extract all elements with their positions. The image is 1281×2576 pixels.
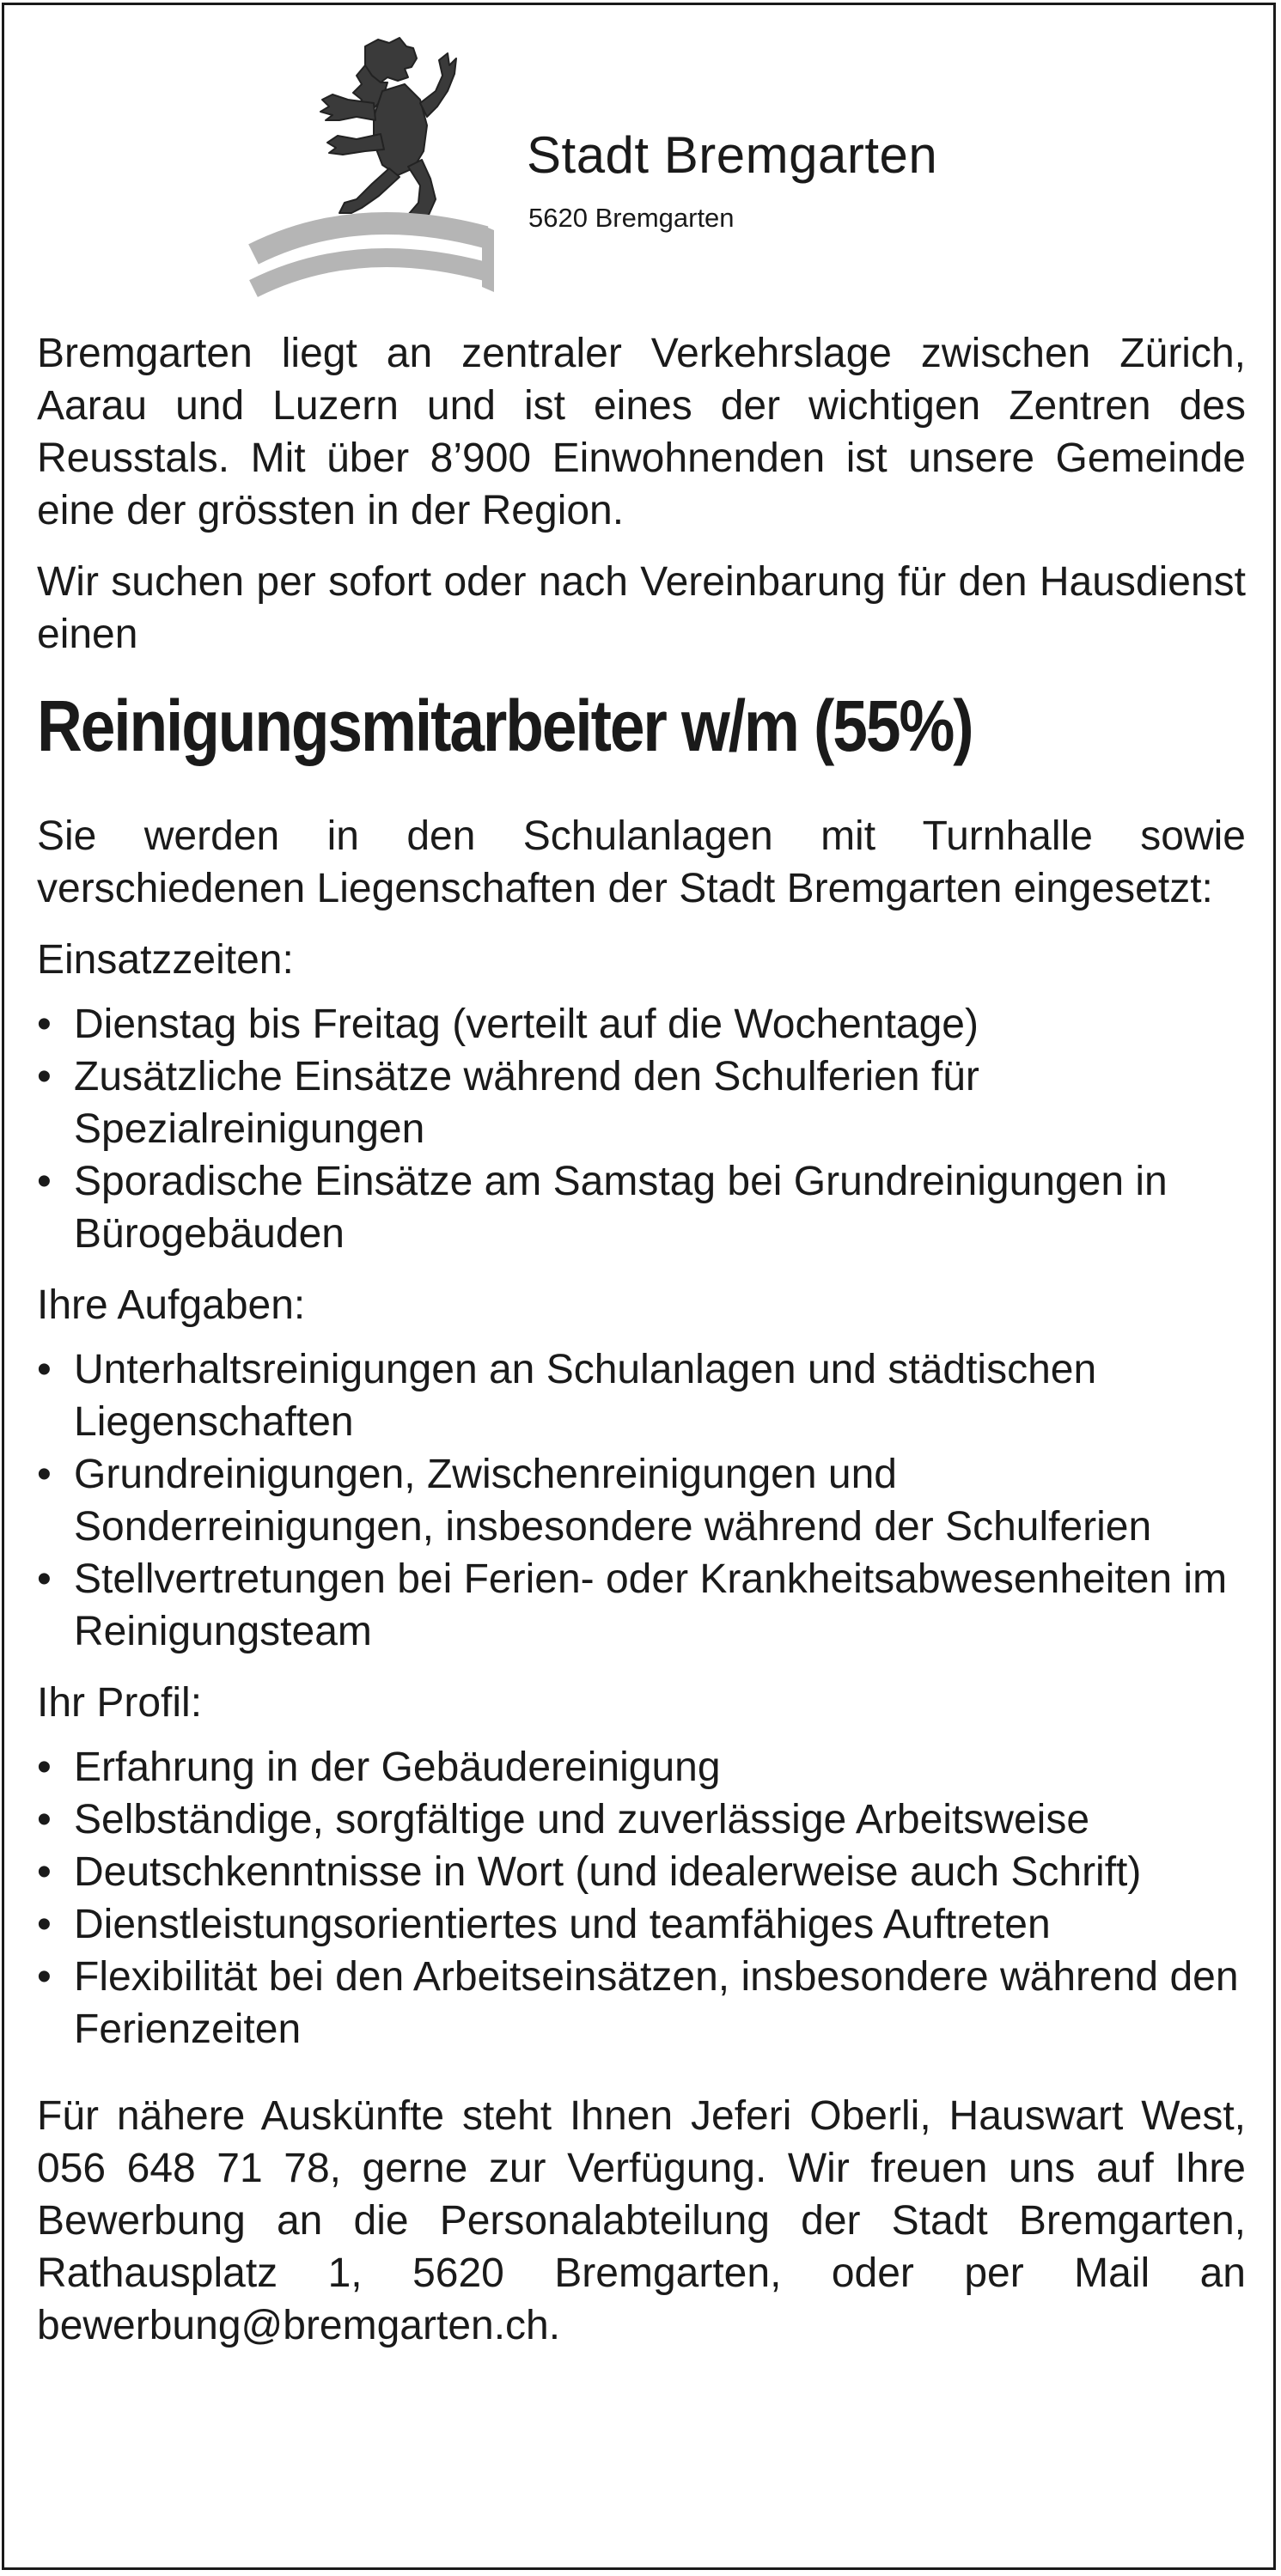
org-address: 5620 Bremgarten [528, 203, 735, 233]
job-ad-frame [2, 3, 1276, 2570]
list-item: • Dienstag bis Freitag (verteilt auf die Wochentage) [37, 998, 1246, 1050]
list-item: • Flexibilität bei den Arbeitseinsätzen, insbesondere während den Ferienzeiten [37, 1951, 1246, 2055]
lion-coat-of-arms-icon [236, 31, 511, 306]
section-profil [37, 1677, 1246, 2055]
intro-paragraph: Bremgarten liegt an zentraler Verkehrslage zwischen Zürich, Aarau und Luzern und ist eines der wichtigen Zentren des Reusstals. Mit über 8’900 Einwohnenden ist unsere Gemeinde eine der grössten in der Region. [37, 331, 1246, 533]
bullet-list [37, 1741, 1246, 2055]
list-item: • Selbständige, sorgfältige und zuverlässige Arbeitsweise [37, 1793, 1246, 1846]
contact-paragraph: Für nähere Auskünfte steht Ihnen Jeferi Oberli, Hauswart West, 056 648 71 78, gerne zur Verfügung. Wir freuen uns auf Ihre Bewerbung an die Personalabteilung der Stadt Bremgarten, Rathausplatz 1, 5620 Bremgarten, oder per Mail an bewerbung@bremgarten.ch. [37, 2093, 1246, 2348]
list-item: • Zusätzliche Einsätze während den Schulferien für Spezialreinigungen [37, 1050, 1246, 1155]
org-name: Stadt Bremgarten [527, 126, 938, 184]
description-paragraph: Sie werden in den Schulanlagen mit Turnhalle sowie verschiedenen Liegenschaften der Stadt Bremgarten eingesetzt: [37, 813, 1246, 911]
list-item: • Unterhaltsreinigungen an Schulanlagen und städtischen Liegenschaften [37, 1343, 1246, 1448]
list-item: • Erfahrung in der Gebäudereinigung [37, 1741, 1246, 1793]
section-einsatzzeiten [37, 934, 1246, 1260]
header [4, 5, 1273, 314]
section-aufgaben [37, 1279, 1246, 1658]
section-heading: Ihr Profil: [37, 1680, 203, 1726]
list-item: • Dienstleistungsorientiertes und teamfähiges Auftreten [37, 1898, 1246, 1951]
job-title: Reinigungsmitarbeiter w/m (55%) [37, 685, 973, 766]
section-heading: Ihre Aufgaben: [37, 1282, 306, 1328]
list-item: • Grundreinigungen, Zwischenreinigungen und Sonderreinigungen, insbesondere während der Schulferien [37, 1448, 1246, 1553]
section-heading: Einsatzzeiten: [37, 937, 294, 983]
bullet-list [37, 998, 1246, 1260]
ad-content [37, 327, 1246, 2352]
list-item: • Stellvertretungen bei Ferien- oder Krankheitsabwesenheiten im Reinigungsteam [37, 1553, 1246, 1658]
bullet-list [37, 1343, 1246, 1658]
list-item: • Sporadische Einsätze am Samstag bei Grundreinigungen in Bürogebäuden [37, 1155, 1246, 1260]
search-paragraph: Wir suchen per sofort oder nach Vereinbarung für den Hausdienst einen [37, 559, 1246, 657]
list-item: • Deutschkenntnisse in Wort (und idealerweise auch Schrift) [37, 1846, 1246, 1898]
